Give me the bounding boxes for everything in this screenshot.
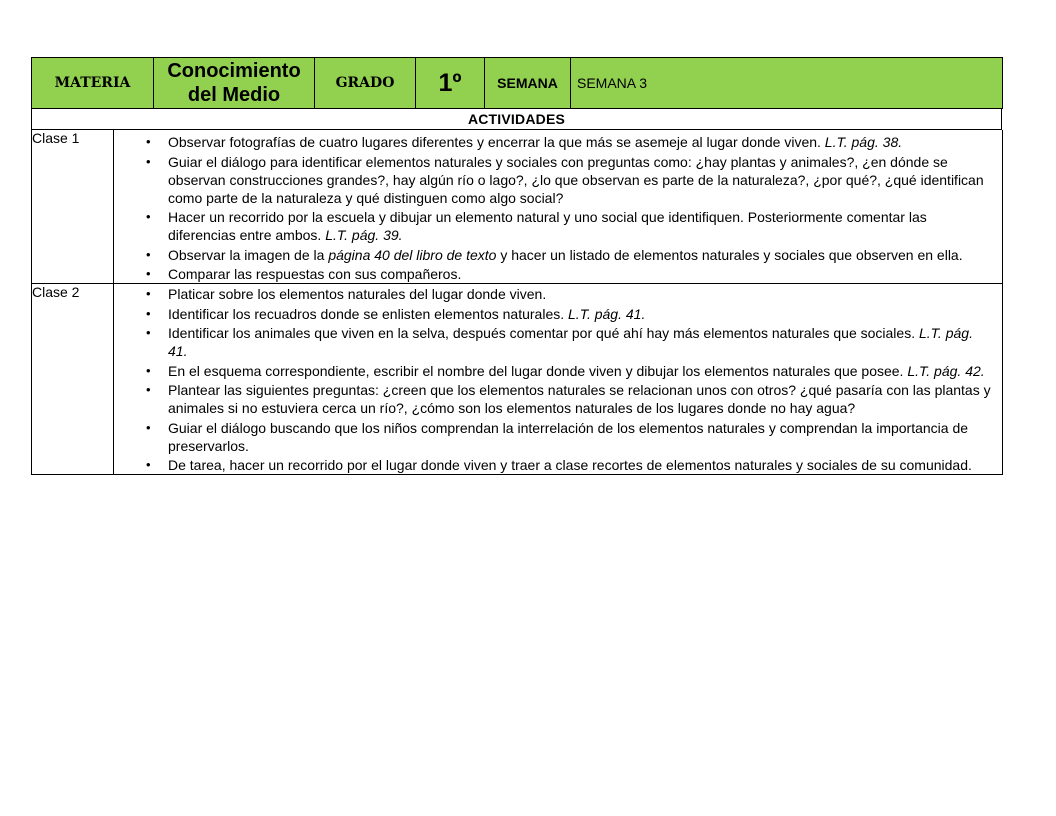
header-table bbox=[31, 57, 1003, 109]
class-label: Clase 2 bbox=[32, 284, 114, 475]
materia-value: Conocimiento del Medio bbox=[154, 58, 315, 109]
class-row bbox=[32, 130, 1003, 284]
class-activities bbox=[114, 130, 1003, 284]
class-activities bbox=[114, 284, 1003, 475]
activity-item: • Platicar sobre los elementos naturales del lugar donde viven. bbox=[168, 285, 1002, 303]
materia-label: MATERIA bbox=[32, 58, 154, 109]
semana-value: SEMANA 3 bbox=[571, 58, 1003, 109]
activities-title: ACTIVIDADES bbox=[31, 109, 1002, 130]
activity-item: • Hacer un recorrido por la escuela y dibujar un elemento natural y uno social que identifiquen. Posteriormente comentar las diferencias entre ambos. L.T. pág. 39. bbox=[168, 208, 1002, 244]
semana-label: SEMANA bbox=[485, 58, 571, 109]
activity-item: • Plantear las siguientes preguntas: ¿creen que los elementos naturales se relacionan unos con otros? ¿qué pasaría con las plantas y animales si no estuviera cerca un río?, ¿cómo son los elementos naturales de los lugares donde no hay agua? bbox=[168, 381, 1002, 417]
activity-item: • Identificar los recuadros donde se enlisten elementos naturales. L.T. pág. 41. bbox=[168, 305, 1002, 323]
activity-item: • En el esquema correspondiente, escribir el nombre del lugar donde viven y dibujar los elementos naturales que posee. L.T. pág. 42. bbox=[168, 362, 1002, 380]
activity-item: • Identificar los animales que viven en la selva, después comentar por qué ahí hay más elementos naturales que sociales. L.T. pág. 41. bbox=[168, 324, 1002, 360]
grado-label: GRADO bbox=[315, 58, 416, 109]
activity-item: • Comparar las respuestas con sus compañeros. bbox=[168, 265, 1002, 283]
class-label: Clase 1 bbox=[32, 130, 114, 284]
activities-table bbox=[31, 130, 1003, 475]
activity-item: • Guiar el diálogo buscando que los niños comprendan la interrelación de los elementos naturales y comprendan la importancia de preservarlos. bbox=[168, 419, 1002, 455]
class-row bbox=[32, 284, 1003, 475]
planning-sheet bbox=[31, 57, 1002, 475]
activity-item: • Observar la imagen de la página 40 del libro de texto y hacer un listado de elementos naturales y sociales que observen en ella. bbox=[168, 246, 1002, 264]
grado-value: 1º bbox=[416, 58, 485, 109]
activity-item: • Observar fotografías de cuatro lugares diferentes y encerrar la que más se asemeje al lugar donde viven. L.T. pág. 38. bbox=[168, 133, 1002, 151]
activity-item: • De tarea, hacer un recorrido por el lugar donde viven y traer a clase recortes de elementos naturales y sociales de su comunidad. bbox=[168, 456, 1002, 474]
activity-item: • Guiar el diálogo para identificar elementos naturales y sociales con preguntas como: ¿hay plantas y animales?, ¿en dónde se observan construcciones grandes?, hay algún río o lago?, ¿lo que observan es parte de la naturaleza?, ¿por qué?, ¿qué identifican como parte de la naturaleza y qué distinguen como algo social? bbox=[168, 153, 1002, 207]
